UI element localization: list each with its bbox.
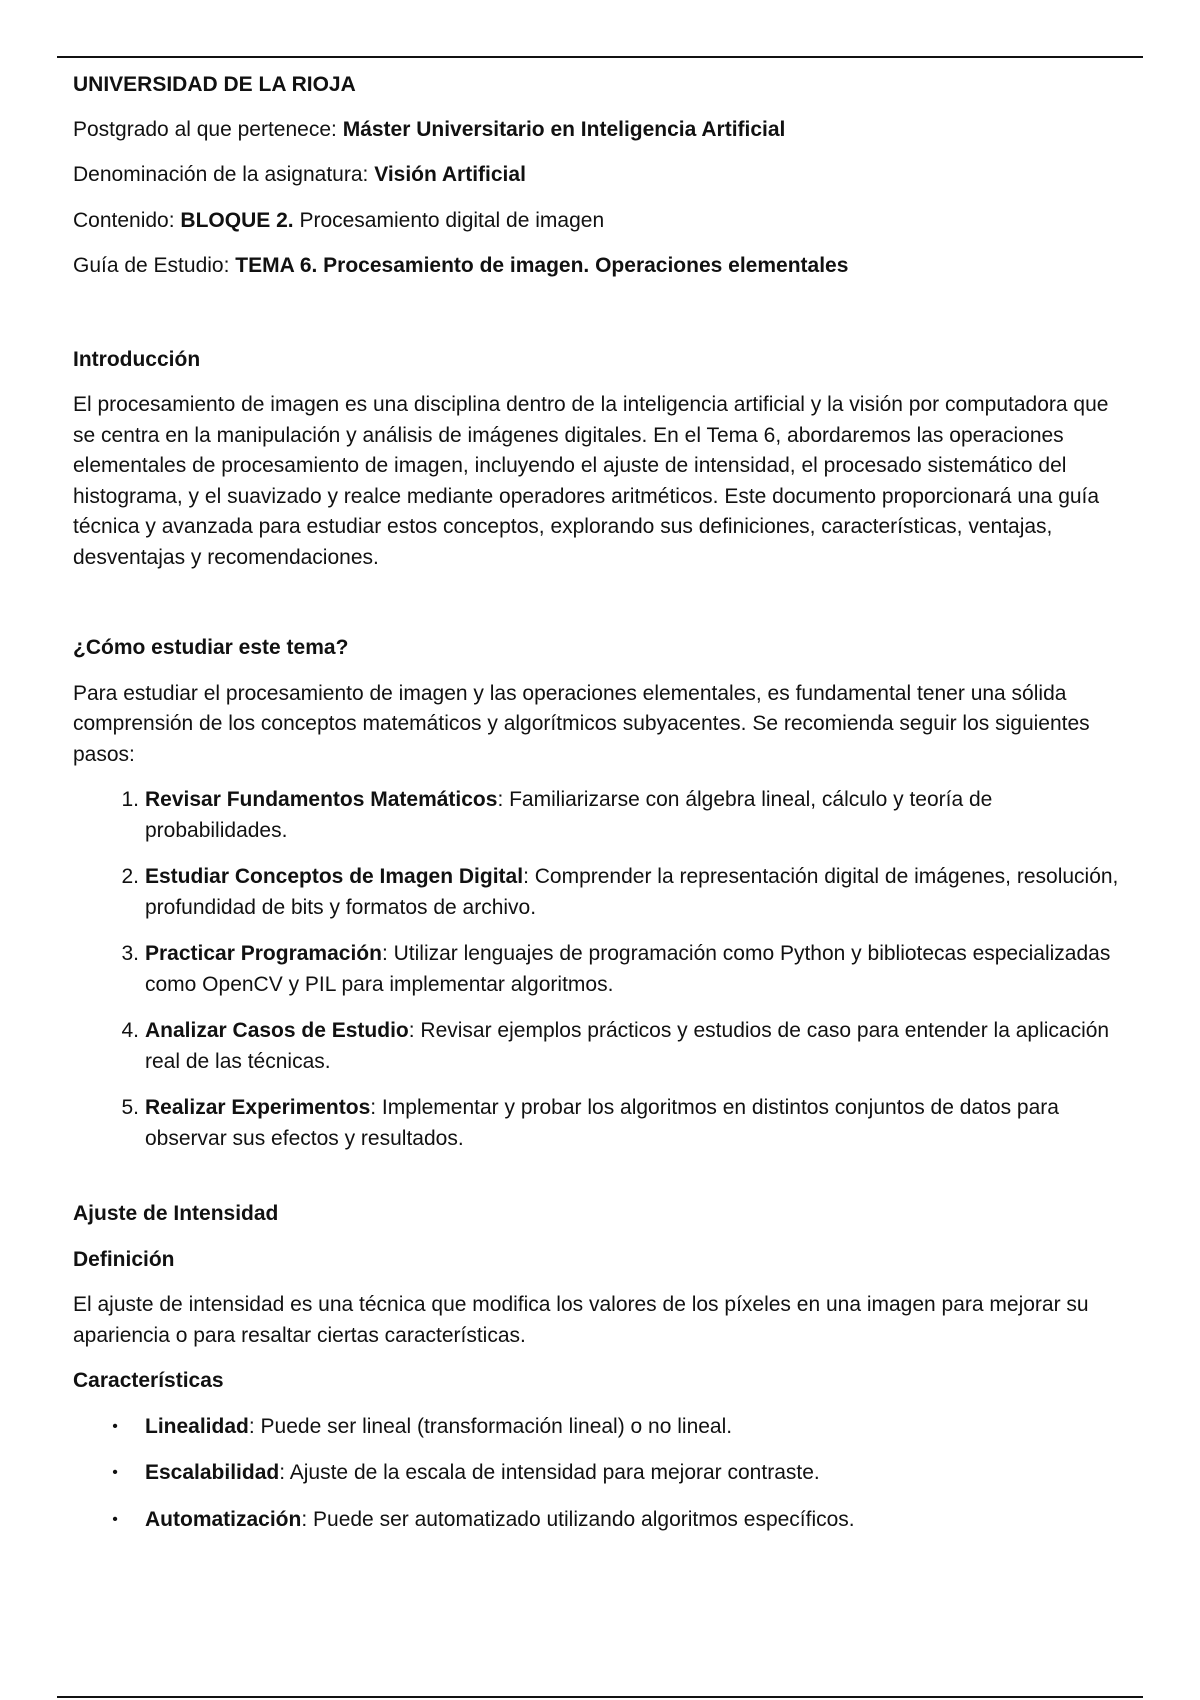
- step-text: : Comprender la representación digital de imágenes, resolución, profundidad de bits y formatos de archivo.: [145, 865, 1119, 919]
- guia-label: Guía de Estudio:: [73, 254, 236, 277]
- feature-text: : Puede ser lineal (transformación lineal) o no lineal.: [248, 1414, 733, 1438]
- postgrado-line: [73, 115, 1133, 146]
- top-rule: [57, 56, 1143, 58]
- definition-paragraph: El ajuste de intensidad es una técnica que modifica los valores de los píxeles en una imagen para mejorar su apariencia o para resaltar ciertas características.: [73, 1293, 1089, 1347]
- step-text: : Familiarizarse con álgebra lineal, cálculo y teoría de probabilidades.: [145, 788, 993, 842]
- feature-title: Escalabilidad: [145, 1461, 280, 1484]
- document-page: [73, 70, 1133, 1551]
- contenido-bold: BLOQUE 2.: [180, 208, 294, 232]
- step-title: Realizar Experimentos: [145, 1096, 371, 1119]
- list-number: 4.: [121, 1019, 139, 1042]
- list-number: 3.: [121, 942, 139, 965]
- list-item: [73, 1458, 1133, 1489]
- step-title: Practicar Programación: [145, 942, 382, 965]
- feature-text: : Ajuste de la escala de intensidad para mejorar contraste.: [279, 1461, 820, 1484]
- list-number: 5.: [121, 1096, 139, 1119]
- list-item: [73, 1505, 1133, 1536]
- document-header: [73, 70, 1133, 282]
- step-text: : Implementar y probar los algoritmos en distintos conjuntos de datos para observar sus efectos y resultados.: [145, 1096, 1059, 1150]
- bullet-icon: •: [112, 1510, 118, 1528]
- step-title: Revisar Fundamentos Matemáticos: [145, 788, 498, 811]
- list-item: [73, 785, 1133, 846]
- contenido-line: [73, 206, 1133, 237]
- postgrado-value: Máster Universitario en Inteligencia Artificial: [342, 117, 786, 141]
- bullet-icon: •: [112, 1417, 118, 1435]
- contenido-rest: Procesamiento digital de imagen: [293, 208, 605, 232]
- list-item: [73, 862, 1133, 923]
- how-to-study-paragraph: Para estudiar el procesamiento de imagen y las operaciones elementales, es fundamental tener una sólida comprensión de los conceptos matemáticos y algorítmicos subyacentes. Se recomienda seguir los siguientes pasos:: [73, 681, 1090, 766]
- asignatura-label: Denominación de la asignatura:: [73, 163, 375, 186]
- list-item: [73, 1016, 1133, 1077]
- list-item: [73, 939, 1133, 1000]
- step-text: : Revisar ejemplos prácticos y estudios de caso para entender la aplicación real de las técnicas.: [145, 1019, 1110, 1073]
- study-steps-list: [73, 785, 1133, 1154]
- university-name: UNIVERSIDAD DE LA RIOJA: [73, 73, 356, 96]
- how-to-study-section: [73, 633, 1133, 1154]
- contenido-label: Contenido:: [73, 208, 181, 232]
- intro-section: [73, 345, 1133, 574]
- intro-heading: Introducción: [73, 347, 201, 371]
- definition-heading: Definición: [73, 1247, 175, 1271]
- intensity-adjust-section: [73, 1199, 1133, 1535]
- postgrado-label: Postgrado al que pertenece:: [73, 117, 343, 141]
- feature-text: : Puede ser automatizado utilizando algoritmos específicos.: [301, 1507, 855, 1531]
- bottom-rule: [57, 1696, 1143, 1698]
- features-list: [73, 1412, 1133, 1536]
- how-to-study-heading: ¿Cómo estudiar este tema?: [73, 636, 349, 659]
- step-title: Analizar Casos de Estudio: [145, 1019, 409, 1042]
- bullet-icon: •: [112, 1464, 118, 1481]
- guia-line: [73, 251, 1133, 282]
- features-heading: Características: [73, 1369, 224, 1392]
- guia-value: TEMA 6. Procesamiento de imagen. Operaciones elementales: [235, 254, 849, 277]
- step-text: : Utilizar lenguajes de programación como Python y bibliotecas especializadas como OpenCV y PIL para implementar algoritmos.: [145, 942, 1111, 996]
- asignatura-line: [73, 160, 1133, 191]
- step-title: Estudiar Conceptos de Imagen Digital: [145, 865, 524, 888]
- feature-title: Automatización: [145, 1507, 302, 1531]
- list-number: 1.: [121, 788, 139, 811]
- intro-paragraph: El procesamiento de imagen es una disciplina dentro de la inteligencia artificial y la visión por computadora que se centra en la manipulación y análisis de imágenes digitales. En el Tema 6, abordaremos las operaciones elementales de procesamiento de imagen, incluyendo el ajuste de intensidad, el procesado sistemático del histograma, y el suavizado y realce mediante operadores aritméticos. Este documento proporcionará una guía técnica y avanzada para estudiar estos conceptos, explorando sus definiciones, características, ventajas, desventajas y recomendaciones.: [73, 393, 1109, 569]
- feature-title: Linealidad: [145, 1414, 249, 1438]
- intensity-adjust-heading: Ajuste de Intensidad: [73, 1202, 279, 1225]
- list-item: [73, 1412, 1133, 1443]
- list-number: 2.: [121, 865, 139, 888]
- asignatura-value: Visión Artificial: [374, 163, 526, 186]
- list-item: [73, 1093, 1133, 1154]
